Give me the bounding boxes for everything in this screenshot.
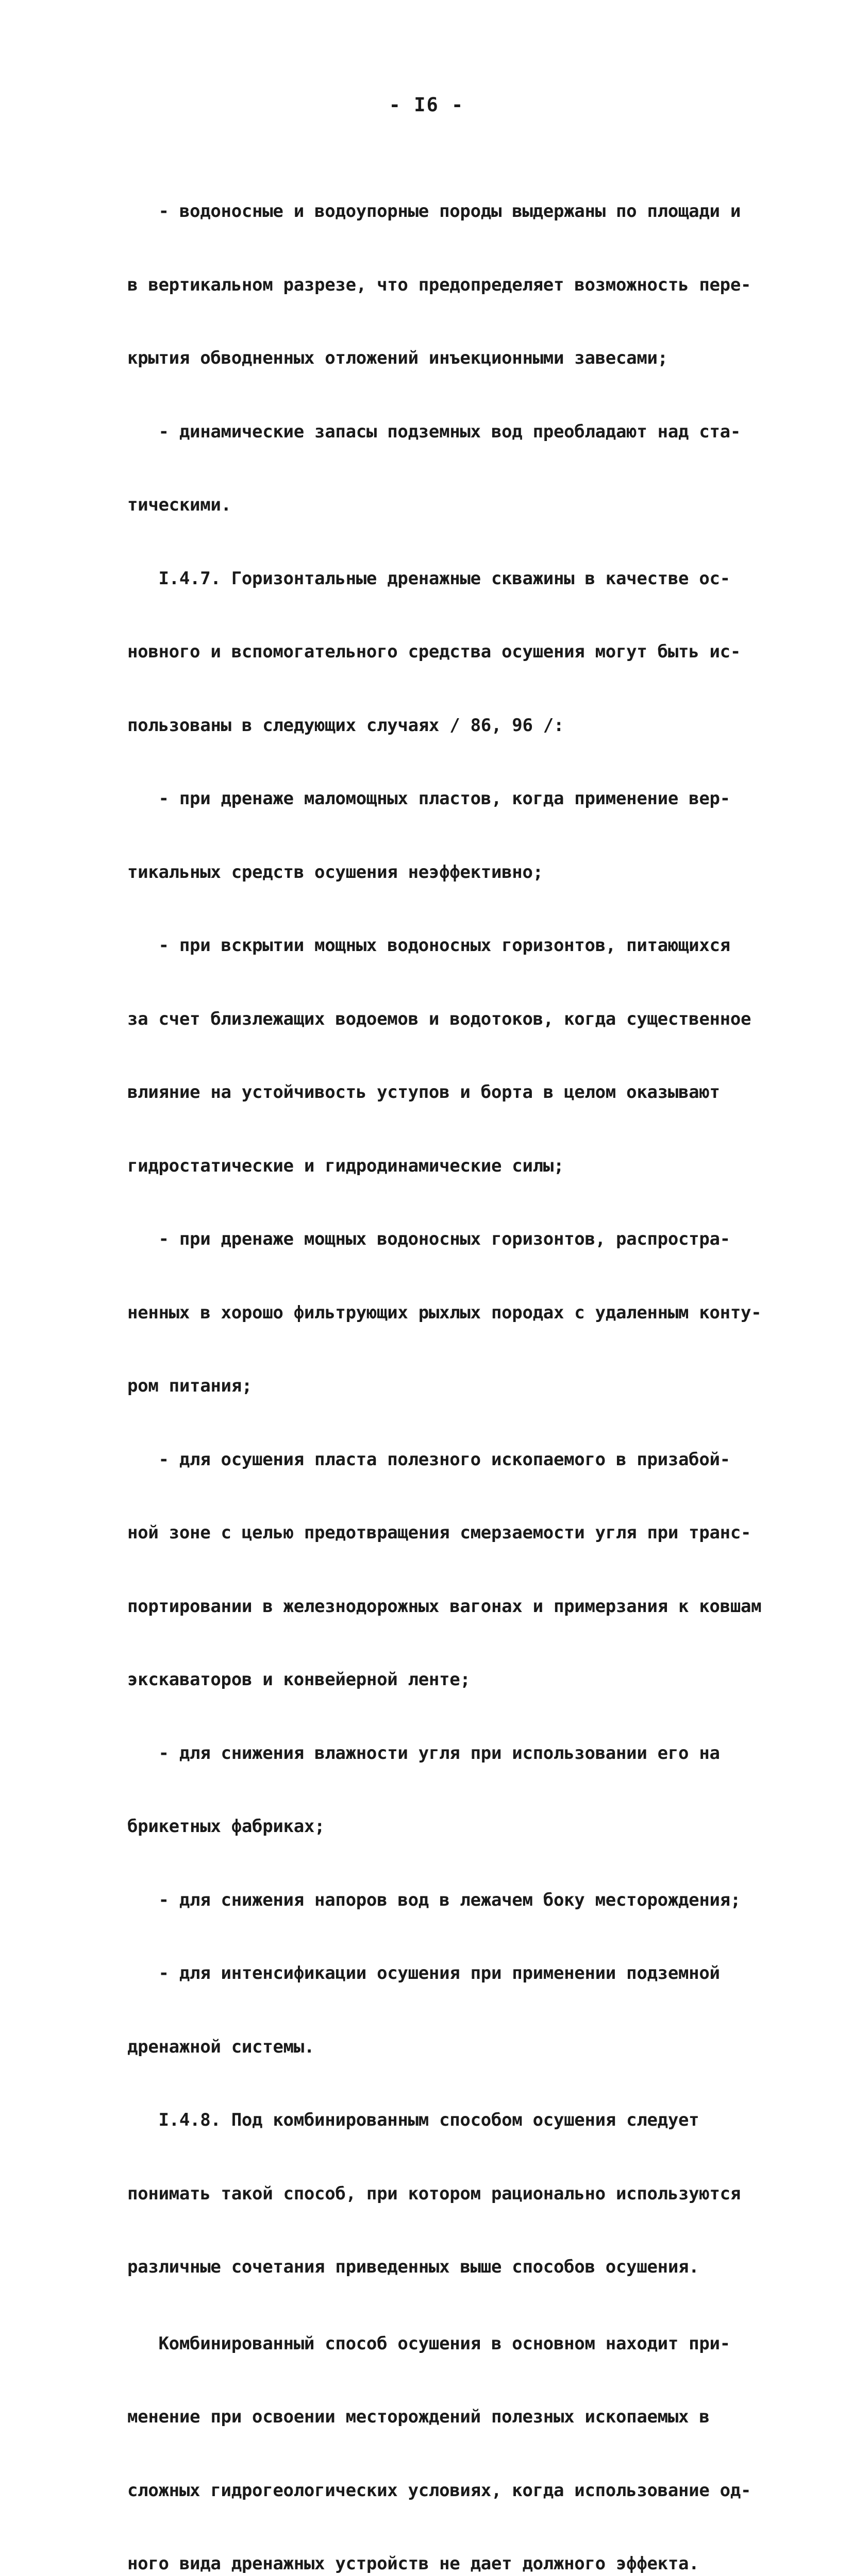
- text-line: - для снижения напоров вод в лежачем боку месторождения;: [127, 1889, 741, 1910]
- text-line: менение при освоении месторождений полезных ископаемых в: [127, 2406, 710, 2427]
- text-line: - водоносные и водоупорные породы выдержаны по площади и: [127, 201, 741, 222]
- text-line: ром питания;: [127, 1376, 253, 1396]
- text-line: различные сочетания приведенных выше способов осушения.: [127, 2257, 699, 2277]
- text-line: тикальных средств осушения неэффективно;: [127, 861, 543, 883]
- text-line: - при дренаже мощных водоносных горизонтов, распростра-: [127, 1229, 730, 1249]
- text-line: новного и вспомогательного средства осушения могут быть ис-: [127, 641, 741, 662]
- text-line: - динамические запасы подземных вод преобладают над ста-: [127, 421, 741, 442]
- text-line: Комбинированный способ осушения в основном находит при-: [127, 2333, 730, 2354]
- body-text: [127, 150, 762, 2576]
- text-line: - для снижения влажности угля при использовании его на: [127, 1742, 720, 1764]
- text-line: понимать такой способ, при котором рационально используются: [127, 2183, 741, 2204]
- text-line: крытия обводненных отложений инъекционными завесами;: [127, 348, 668, 368]
- text-line: ной зоне с целью предотвращения смерзаемости угля при транс-: [127, 1522, 751, 1543]
- text-line: портировании в железнодорожных вагонах и примерзания к ковшам: [127, 1596, 762, 1617]
- text-line: ненных в хорошо фильтрующих рыхлых породах с удаленным конту-: [127, 1302, 762, 1323]
- text-line: ного вида дренажных устройств не дает должного эффекта.: [127, 2553, 699, 2574]
- text-line: пользованы в следующих случаях / 86, 96 /:: [127, 715, 564, 736]
- page-number: - I6 -: [389, 94, 464, 116]
- text-line: за счет близлежащих водоемов и водотоков, когда существенное: [127, 1008, 751, 1029]
- text-line: экскаваторов и конвейерной ленте;: [127, 1669, 471, 1690]
- text-line: - для интенсификации осушения при применении подземной: [127, 1963, 720, 1984]
- text-line: влияние на устойчивость уступов и борта в целом оказывают: [127, 1082, 720, 1103]
- text-line: сложных гидрогеологических условиях, когда использование од-: [127, 2480, 751, 2501]
- text-line: - при вскрытии мощных водоносных горизонтов, питающихся: [127, 935, 730, 956]
- text-line: гидростатические и гидродинамические силы;: [127, 1155, 564, 1176]
- text-line: - при дренаже маломощных пластов, когда применение вер-: [127, 788, 730, 809]
- text-line: в вертикальном разрезе, что предопределяет возможность пере-: [127, 274, 751, 295]
- text-line: тическими.: [127, 495, 231, 515]
- text-line: I.4.7. Горизонтальные дренажные скважины в качестве ос-: [127, 568, 730, 589]
- text-line: брикетных фабриках;: [127, 1816, 325, 1837]
- text-line: дренажной системы.: [127, 2036, 315, 2057]
- text-line: I.4.8. Под комбинированным способом осушения следует: [127, 2110, 699, 2130]
- text-line: - для осушения пласта полезного ископаемого в призабой-: [127, 1449, 730, 1470]
